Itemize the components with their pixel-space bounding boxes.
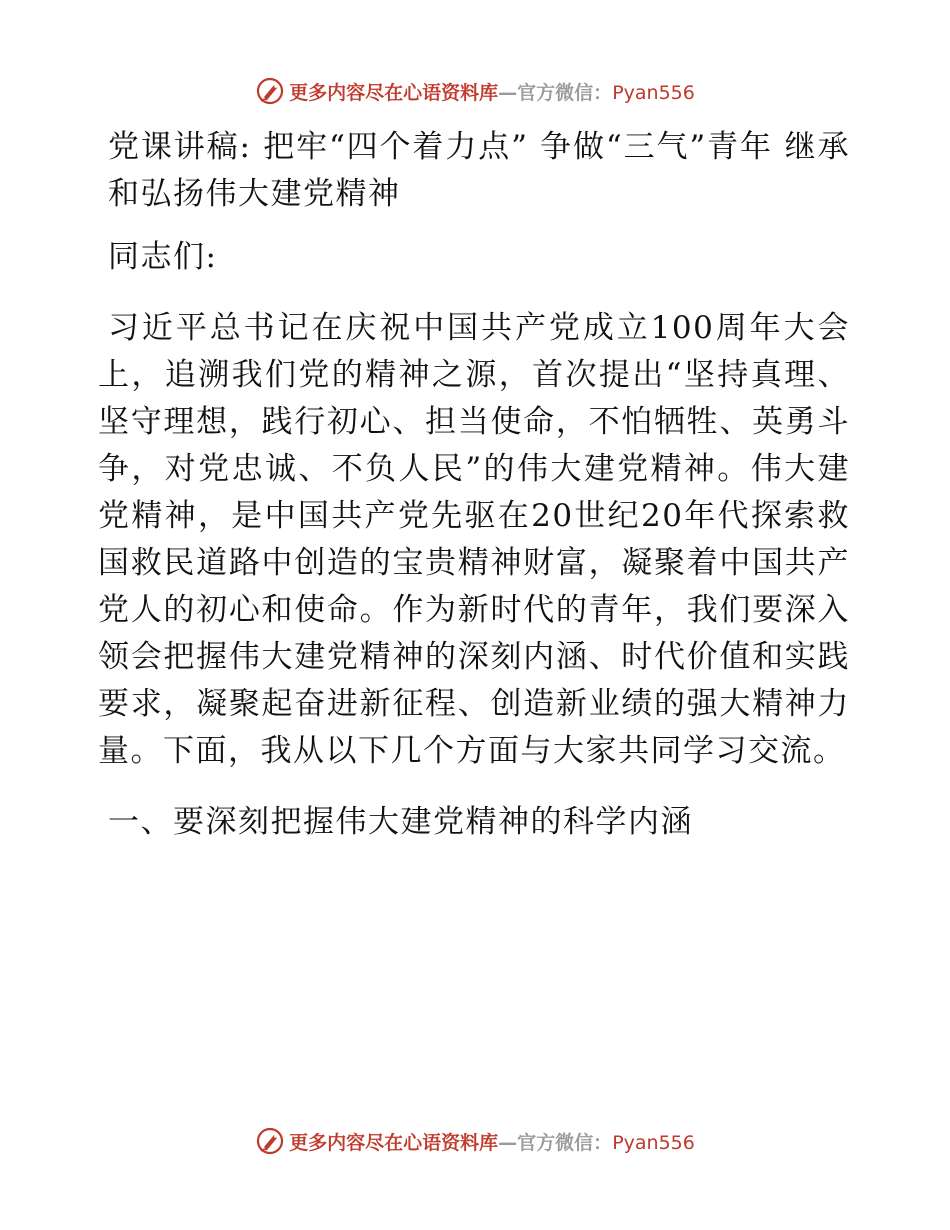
pen-logo-icon [255,1126,285,1156]
document-title: 党课讲稿: 把牢“四个着力点” 争做“三气”青年 继承和弘扬伟大建党精神 [108,129,850,212]
section-heading-1: 一、要深刻把握伟大建党精神的科学内涵 [108,804,693,840]
watermark-wechat-id: Pyan556 [612,1132,695,1154]
watermark-wechat-label: 官方微信： [517,82,613,104]
watermark-separator: — [498,82,518,104]
watermark-text-top [289,82,695,104]
watermark-text-bottom [289,1132,695,1154]
watermark-separator: — [498,1132,518,1154]
watermark-wechat-label: 官方微信： [517,1132,613,1154]
watermark-site: 更多内容尽在心语资料库 [289,1132,499,1154]
salutation: 同志们: [108,239,218,275]
body-paragraph-1: 习近平总书记在庆祝中国共产党成立100周年大会上，追溯我们党的精神之源，首次提出“坚持真理、坚守理想，践行初心、担当使命，不怕牺牲、英勇斗争，对党忠诚、不负人民”的伟大建党精神。伟大建党精神，是中国共产党先驱在20世纪20年代探索救国救民道路中创造的宝贵精神财富，凝聚着中国共产党人的初心和使命。作为新时代的青年，我们要深入领会把握伟大建党精神的深刻内涵、时代价值和实践要求，凝聚起奋进新征程、创造新业绩的强大精神力量。下面，我从以下几个方面与大家共同学习交流。 [98,310,850,769]
document-body [98,124,850,846]
watermark-banner-top [0,78,950,108]
watermark-site: 更多内容尽在心语资料库 [289,82,499,104]
pen-logo-icon [255,76,285,106]
watermark-wechat-id: Pyan556 [612,82,695,104]
watermark-banner-bottom [0,1128,950,1158]
